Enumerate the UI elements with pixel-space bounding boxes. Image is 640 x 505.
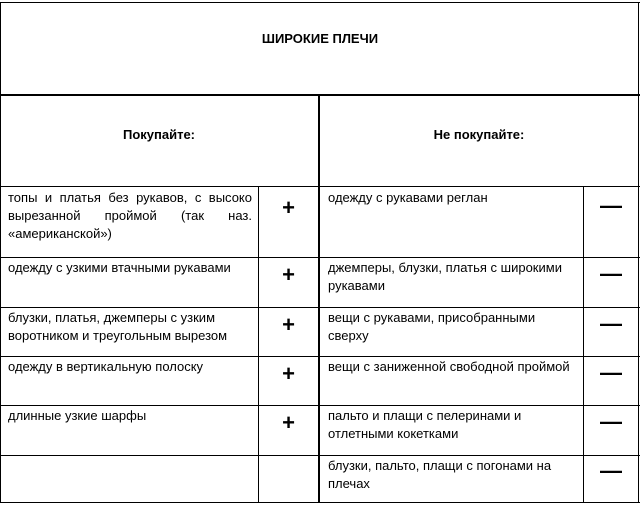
plus-icon: +: [282, 262, 295, 287]
dont-buy-item: вещи с заниженной свободной проймой: [328, 359, 570, 374]
border-right: [638, 2, 639, 503]
page-title: ШИРОКИЕ ПЛЕЧИ: [261, 31, 379, 46]
minus-icon: —: [600, 458, 622, 483]
minus-icon: —: [600, 193, 622, 218]
buy-item: одежду с узкими втачными рукавами: [8, 260, 231, 275]
plus-icon: +: [282, 410, 295, 435]
dont-buy-item: пальто и плащи с пелеринами и отлетными кокетками: [328, 408, 522, 441]
dont-buy-item: блузки, пальто, плащи с погонами на плечах: [328, 458, 552, 491]
dont-buy-item: вещи с рукавами, присобранными сверху: [328, 310, 536, 343]
minus-icon: —: [600, 409, 622, 434]
minus-icon: —: [600, 261, 622, 286]
border-header-bottom: [0, 186, 640, 187]
row-border: [0, 307, 640, 308]
border-top: [0, 2, 640, 3]
row-border: [0, 455, 640, 456]
column-divider-buy-mark: [258, 186, 259, 503]
row-border: [0, 257, 640, 258]
dont-buy-item: одежду с рукавами реглан: [328, 190, 488, 205]
buy-item: топы и платья без рукавов, с высоко вырезанной проймой (так наз. «американской»): [8, 190, 252, 241]
border-title-bottom: [0, 94, 640, 96]
header-buy: Покупайте:: [122, 127, 196, 142]
plus-icon: +: [282, 195, 295, 220]
buy-item: блузки, платья, джемперы с узким воротником и треугольным вырезом: [8, 310, 228, 343]
minus-icon: —: [600, 360, 622, 385]
plus-icon: +: [282, 312, 295, 337]
border-bottom: [0, 502, 640, 503]
row-border: [0, 356, 640, 357]
border-left: [0, 2, 1, 503]
dont-buy-item: джемперы, блузки, платья с широкими рукавами: [328, 260, 562, 293]
row-border: [0, 405, 640, 406]
header-dont-buy: Не покупайте:: [433, 127, 525, 142]
buy-item: длинные узкие шарфы: [8, 408, 147, 423]
plus-icon: +: [282, 361, 295, 386]
buy-item: одежду в вертикальную полоску: [8, 359, 204, 374]
minus-icon: —: [600, 311, 622, 336]
column-divider-dont-buy-mark: [583, 186, 584, 503]
